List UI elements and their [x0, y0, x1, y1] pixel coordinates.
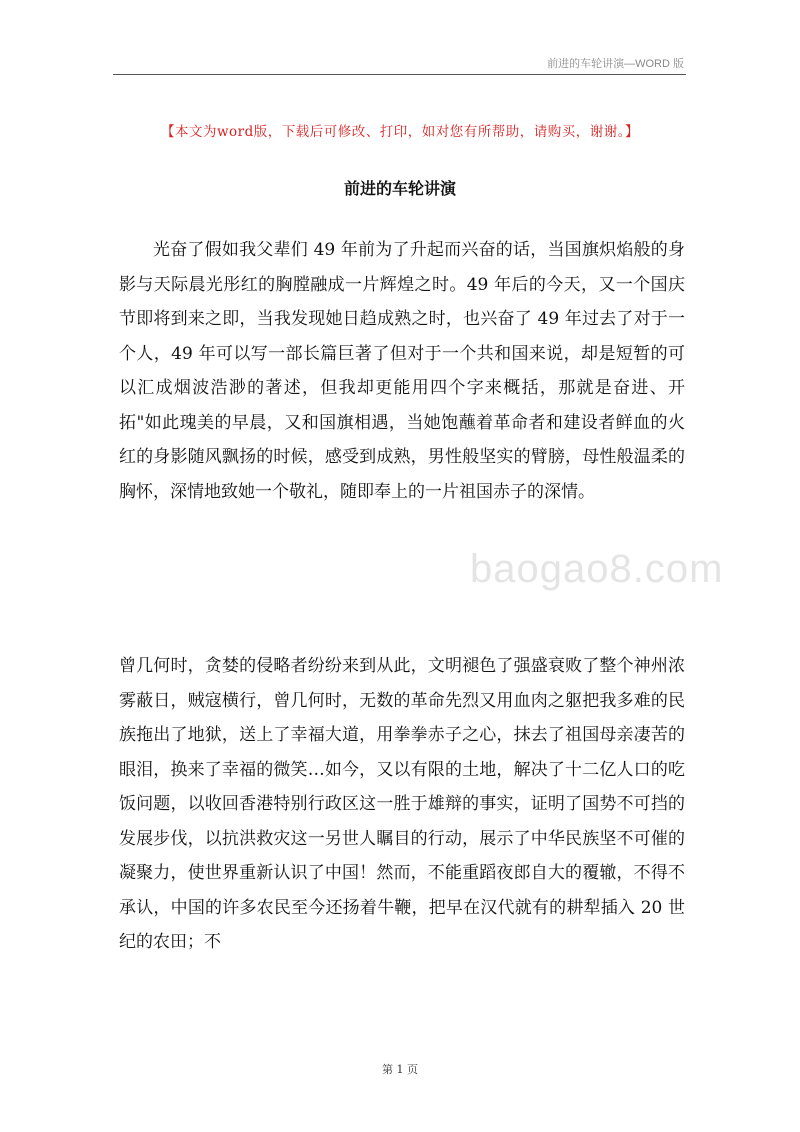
- body-paragraph-2: 曾几何时，贪婪的侵略者纷纷来到从此，文明褪色了强盛衰败了整个神州浓雾蔽日，贼寇横行，曾几何时，无数的革命先烈又用血肉之躯把我多难的民族拖出了地狱，送上了幸福大道，用拳拳赤子之心，抹去了祖国母亲凄苦的眼泪，换来了幸福的微笑…如今，又以有限的土地，解决了十二亿人口的吃饭问题，以收回香港特别行政区这一胜于雄辩的事实，证明了国势不可挡的发展步伐，以抗洪救灾这一另世人瞩目的行动，展示了中华民族坚不可催的凝聚力，使世界重新认识了中国！然而，不能重蹈夜郎自大的覆辙，不得不承认，中国的许多农民至今还扬着牛鞭，把早在汉代就有的耕犁插入 20 世纪的农田；不: [119, 656, 685, 952]
- watermark: baogao8.com: [470, 547, 724, 591]
- body-paragraph-1: 光奋了假如我父辈们 49 年前为了升起而兴奋的话，当国旗炽焰般的身影与天际晨光彤红的胸膛融成一片辉煌之时。49 年后的今天，又一个国庆节即将到来之即，当我发现她日趋成熟之时，也兴奋了 49 年过去了对于一个人，49 年可以写一部长篇巨著了但对于一个共和国来说，却是短暂的可以汇成烟波浩渺的著述，但我却更能用四个字来概括，那就是奋进、开拓"如此瑰美的早晨，又和国旗相遇，当她饱蘸着革命者和建设者鲜血的火红的身影随风飘扬的时候，感受到成熟，男性般坚实的臂膀，母性般温柔的胸怀，深情地致她一个敬礼，随即奉上的一片祖国赤子的深情。: [119, 240, 685, 502]
- page-title: 前进的车轮讲演: [343, 179, 456, 198]
- header-divider: [113, 74, 686, 75]
- running-header-title: 前进的车轮讲演—WORD 版: [547, 58, 684, 70]
- page-number: 第 1 页: [382, 1063, 418, 1076]
- download-notice: 【本文为word版，下载后可修改、打印，如对您有所帮助，请购买，谢谢。】: [160, 124, 640, 140]
